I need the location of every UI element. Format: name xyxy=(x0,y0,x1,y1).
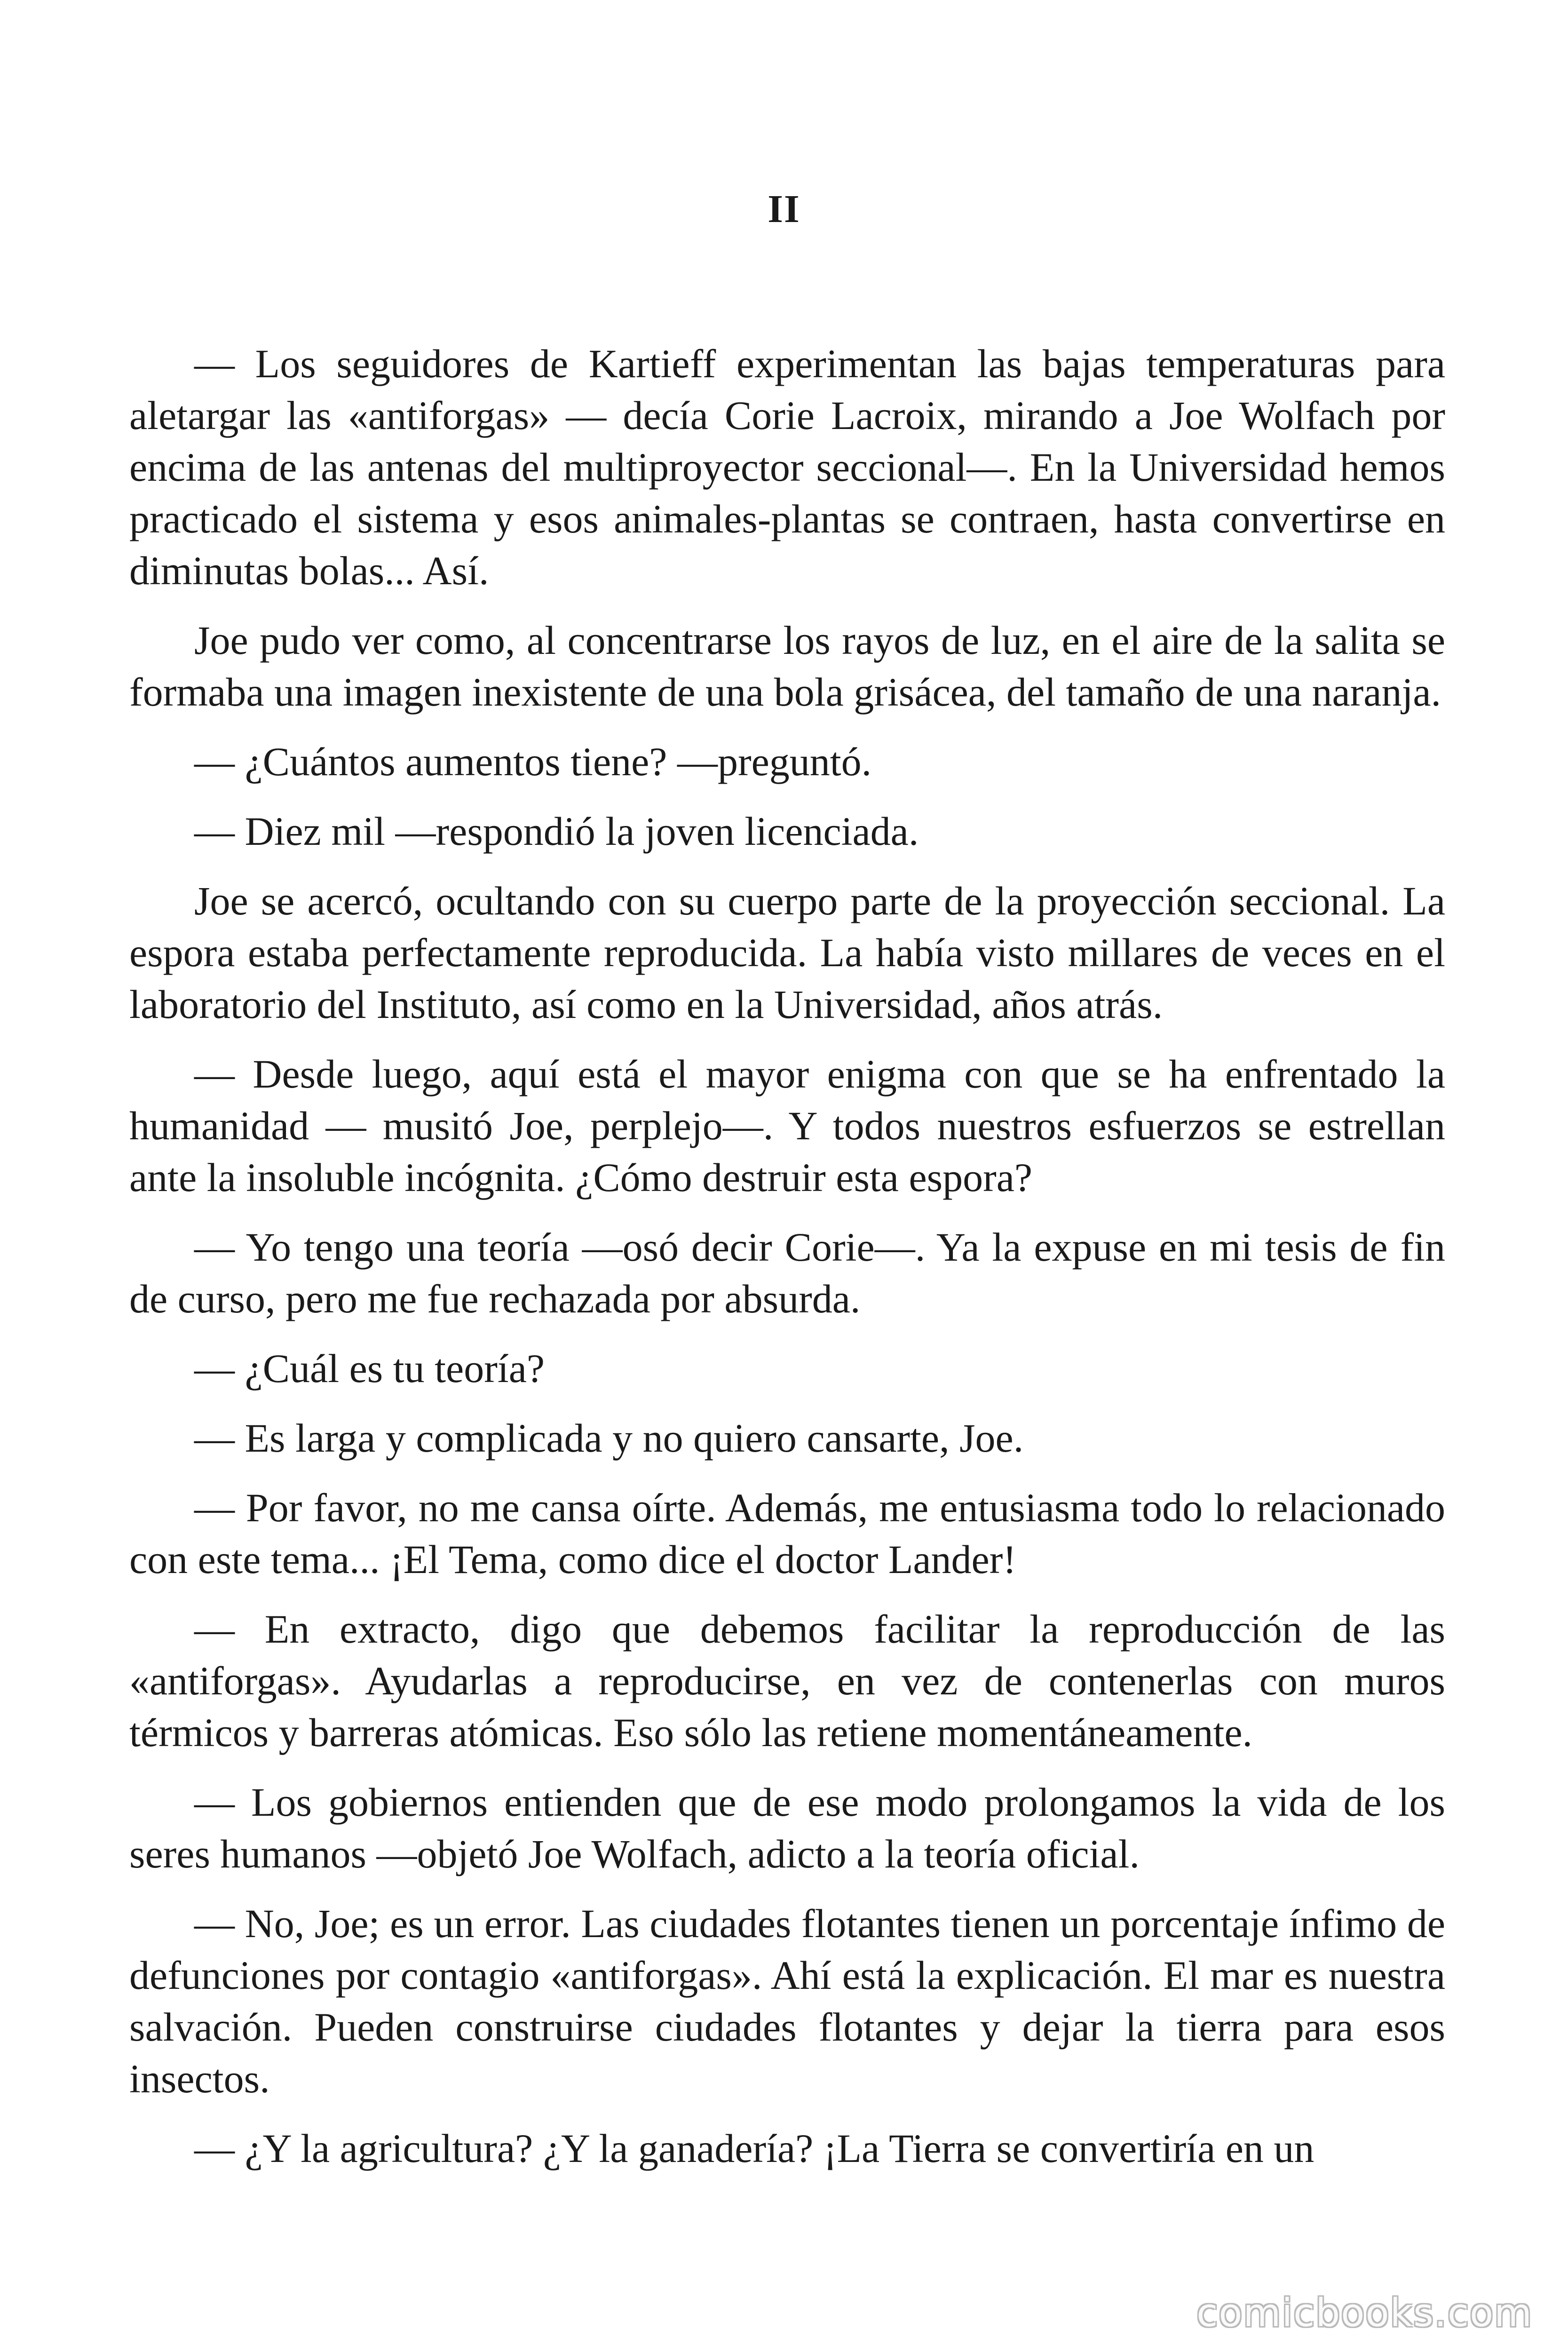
paragraph: Joe se acercó, ocultando con su cuerpo parte de la proyección seccional. La espora estaba perfectamente reproducida. La había visto millares de veces en el laboratorio del Instituto, así como en la Universidad, años atrás. xyxy=(129,878,1445,1027)
paragraph: — ¿Cuántos aumentos tiene? —preguntó. xyxy=(194,739,872,784)
chapter-heading: II xyxy=(768,187,800,231)
paragraph: Joe pudo ver como, al concentrarse los rayos de luz, en el aire de la salita se formaba una imagen inexistente de una bola grisácea, del tamaño de una naranja. xyxy=(129,618,1445,715)
paragraph: — No, Joe; es un error. Las ciudades flotantes tienen un porcentaje ínfimo de defunciones por contagio «antiforgas». Ahí está la explicación. El mar es nuestra salvación. Pueden construirse ciudades flotantes y dejar la tierra para esos insectos. xyxy=(129,1901,1445,2101)
paragraph: — Por favor, no me cansa oírte. Además, me entusiasma todo lo relacionado con este tema... ¡El Tema, como dice el doctor Lander! xyxy=(129,1485,1445,1582)
paragraph: — Desde luego, aquí está el mayor enigma con que se ha enfrentado la humanidad — musitó Joe, perplejo—. Y todos nuestros esfuerzos se estrellan ante la insoluble incógnita. ¿Cómo destruir esta espora? xyxy=(129,1051,1445,1200)
paragraph: — ¿Y la agricultura? ¿Y la ganadería? ¡La Tierra se convertiría en un xyxy=(194,2126,1315,2171)
body-text xyxy=(129,338,1445,2192)
paragraph: — Los gobiernos entienden que de ese modo prolongamos la vida de los seres humanos —objetó Joe Wolfach, adicto a la teoría oficial. xyxy=(129,1780,1445,1876)
paragraph: — Los seguidores de Kartieff experimentan las bajas temperaturas para aletargar las «antiforgas» — decía Corie Lacroix, mirando a Joe Wolfach por encima de las antenas del multiproyector seccional—. En la Universidad hemos practicado el sistema y esos animales-plantas se contraen, hasta convertirse en diminutas bolas... Así. xyxy=(129,341,1445,593)
paragraph: — Diez mil —respondió la joven licenciada. xyxy=(194,809,919,854)
paragraph: — En extracto, digo que debemos facilitar la reproducción de las «antiforgas». Ayudarlas a reproducirse, en vez de contenerlas con muros térmicos y barreras atómicas. Eso sólo las retiene momentáneamente. xyxy=(129,1606,1445,1755)
paragraph: — ¿Cuál es tu teoría? xyxy=(194,1346,545,1391)
paragraph: — Yo tengo una teoría —osó decir Corie—. Ya la expuse en mi tesis de fin de curso, pero me fue rechazada por absurda. xyxy=(129,1224,1445,1321)
watermark-logo: comicbooks.com xyxy=(1196,2291,1533,2336)
paragraph: — Es larga y complicada y no quiero cansarte, Joe. xyxy=(194,1415,1024,1461)
